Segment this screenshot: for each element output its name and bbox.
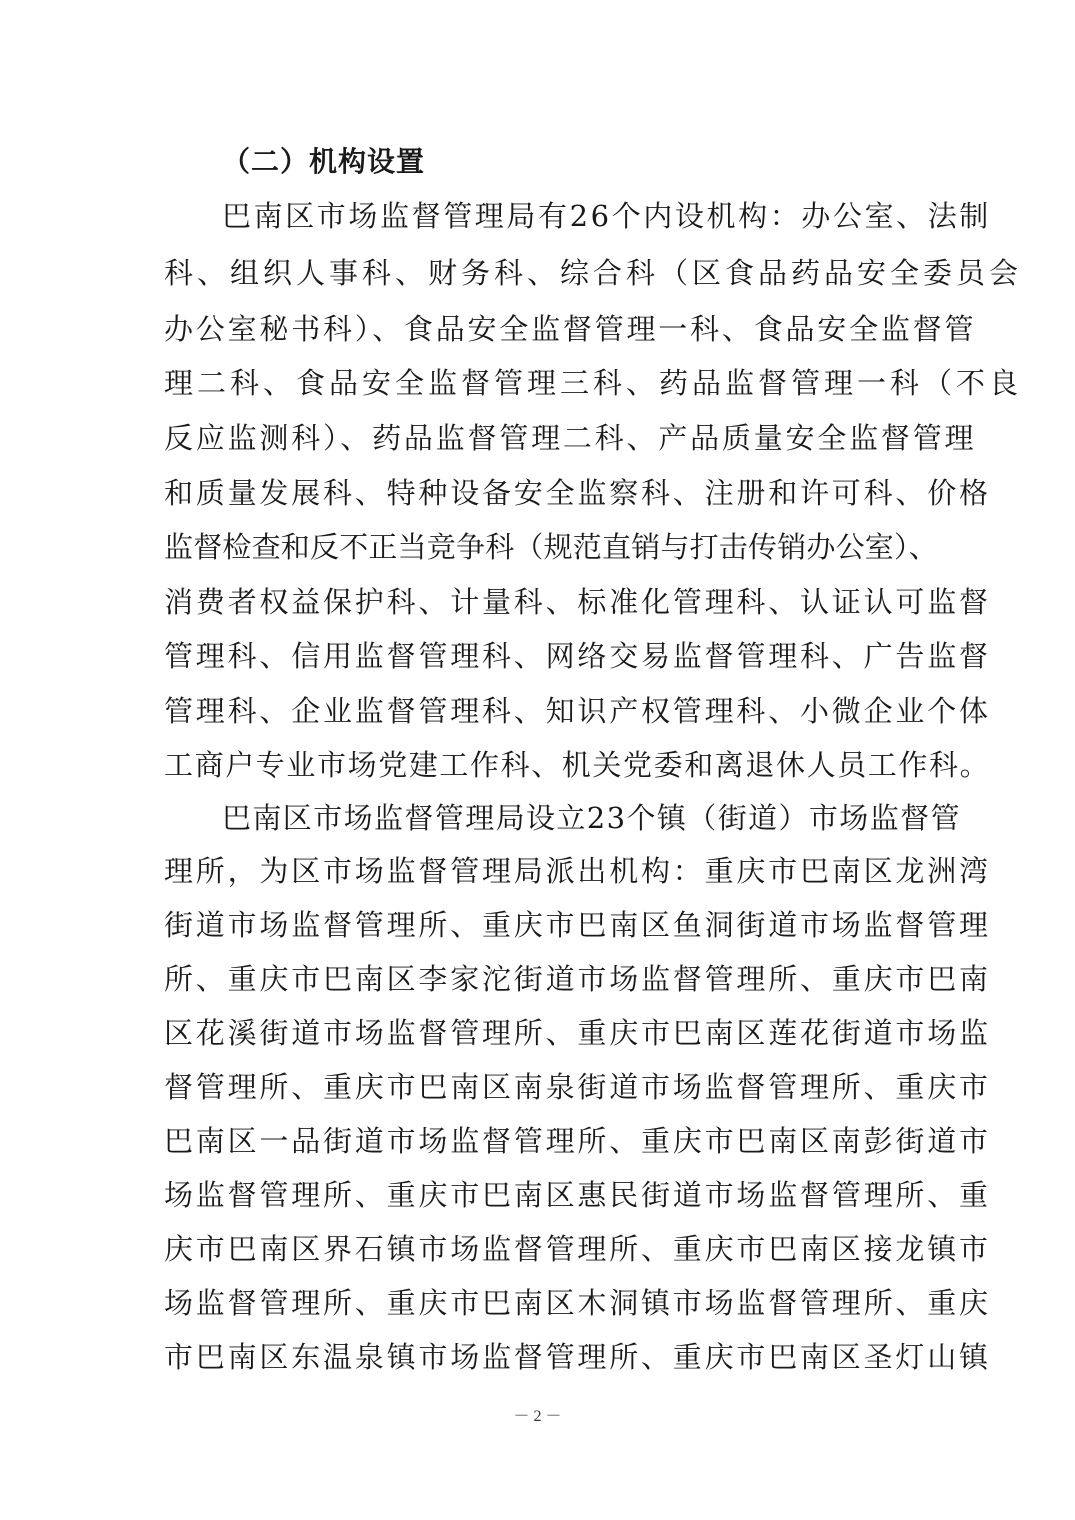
paragraph-2-line: 所、重庆市巴南区李家沱街道市场监督管理所、重庆市巴南 — [164, 962, 991, 996]
paragraph-2-line: 理所，为区市场监督管理局派出机构：重庆市巴南区龙洲湾 — [164, 854, 991, 888]
paragraph-2-line: 巴南区一品街道市场监督管理所、重庆市巴南区南彭街道市 — [164, 1124, 991, 1158]
paragraph-1-line: 反应监测科）、药品监督管理二科、产品质量安全监督管理 — [164, 421, 977, 455]
section-heading: （二）机构设置 — [222, 145, 426, 178]
paragraph-1-line: 消费者权益保护科、计量科、标准化管理科、认证认可监督 — [164, 585, 991, 619]
paragraph-2-line: 场监督管理所、重庆市巴南区木洞镇市场监督管理所、重庆 — [164, 1286, 991, 1320]
paragraph-2-line: 街道市场监督管理所、重庆市巴南区鱼洞街道市场监督管理 — [164, 908, 991, 942]
paragraph-1-line: 管理科、信用监督管理科、网络交易监督管理科、广告监督 — [164, 639, 991, 673]
paragraph-1-line: 理二科、食品安全监督管理三科、药品监督管理一科（不良 — [164, 366, 1023, 400]
paragraph-1-line: 管理科、企业监督管理科、知识产权管理科、小微企业个体 — [164, 694, 991, 728]
paragraph-1-line: 工商户专业市场党建工作科、机关党委和离退休人员工作科。 — [164, 748, 991, 782]
paragraph-2-line: 市巴南区东温泉镇市场监督管理所、重庆市巴南区圣灯山镇 — [164, 1340, 991, 1374]
paragraph-1-line: 和质量发展科、特种设备安全监察科、注册和许可科、价格 — [164, 476, 991, 510]
paragraph-1-line: 巴南区市场监督管理局有26个内设机构：办公室、法制 — [222, 199, 991, 233]
paragraph-2-line: 区花溪街道市场监督管理所、重庆市巴南区莲花街道市场监 — [164, 1016, 991, 1050]
paragraph-2-line: 庆市巴南区界石镇市场监督管理所、重庆市巴南区接龙镇市 — [164, 1232, 991, 1266]
paragraph-2-line: 督管理所、重庆市巴南区南泉街道市场监督管理所、重庆市 — [164, 1070, 991, 1104]
paragraph-1-line: 办公室秘书科）、食品安全监督管理一科、食品安全监督管 — [164, 312, 977, 346]
page-number: － 2 － — [513, 1408, 562, 1425]
paragraph-1-line: 监督检查和反不正当竞争科（规范直销与打击传销办公室）、 — [164, 530, 938, 564]
paragraph-2-line: 场监督管理所、重庆市巴南区惠民街道市场监督管理所、重 — [164, 1178, 991, 1212]
paragraph-1-line: 科、组织人事科、财务科、综合科（区食品药品安全委员会 — [164, 256, 1023, 290]
paragraph-2-line: 巴南区市场监督管理局设立23个镇（街道）市场监督管 — [222, 801, 961, 835]
